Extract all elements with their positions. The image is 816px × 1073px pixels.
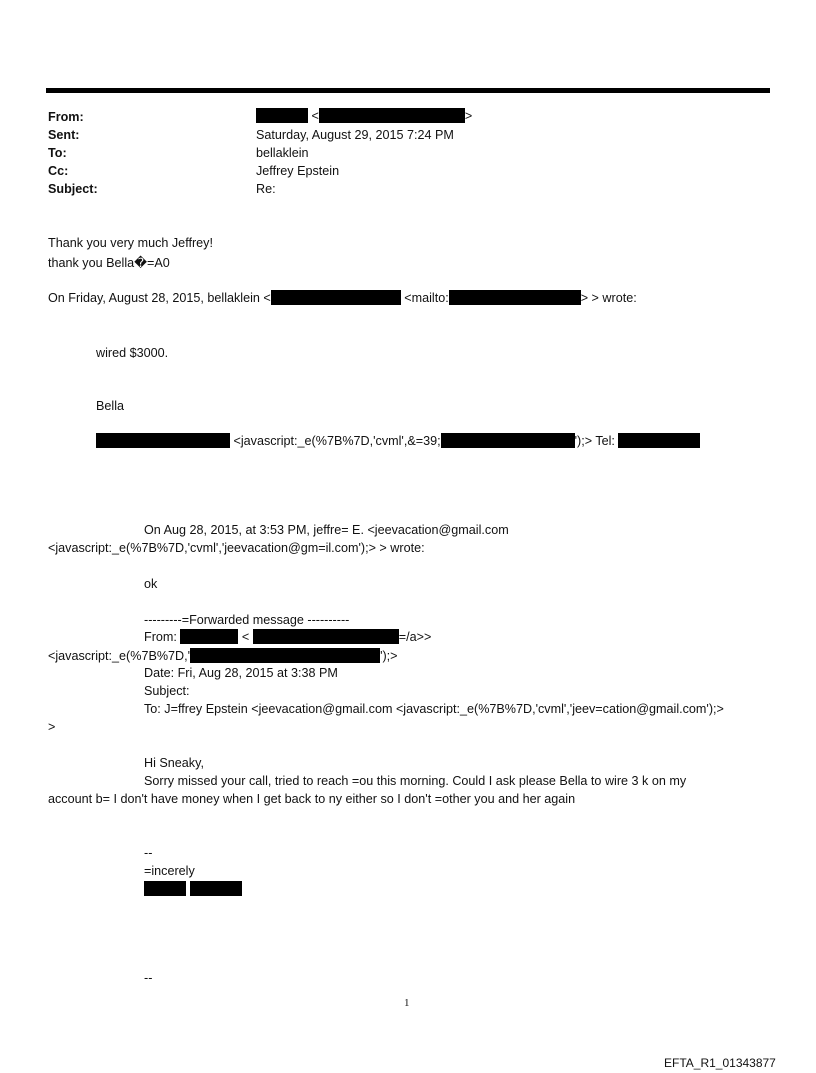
cc-label: Cc:	[48, 164, 69, 178]
javascript-tel-line: <javascript:_e(%7B%7D,'cvml',&=39; ');> Tel:	[96, 433, 700, 448]
redaction-block	[271, 290, 401, 305]
redaction-block	[190, 648, 380, 663]
on-friday-line: On Friday, August 28, 2015, bellaklein < <mailto: > > wrote:	[48, 291, 637, 305]
from-label: From:	[48, 110, 84, 124]
wired-line: wired $3000.	[96, 346, 169, 360]
on-aug-line-2: <javascript:_e(%7B%7D,'cvml','jeevacation@gm=il.com');> > wrote:	[48, 541, 425, 555]
signature-name-redacted	[144, 881, 242, 896]
end-dash: --	[144, 971, 153, 985]
signature-sincerely: =incerely	[144, 864, 195, 878]
header-rule	[46, 88, 770, 93]
from-value: < >	[256, 108, 472, 123]
subject-label: Subject:	[48, 182, 98, 196]
to-value: bellaklein	[256, 146, 309, 160]
cc-value: Jeffrey Epstein	[256, 164, 340, 178]
ok-line: ok	[144, 577, 158, 591]
sent-label: Sent:	[48, 128, 80, 142]
bella-signature: Bella	[96, 399, 125, 413]
redaction-block	[96, 433, 230, 448]
redaction-block	[190, 881, 242, 896]
fwd-date-line: Date: Fri, Aug 28, 2015 at 3:38 PM	[144, 666, 338, 680]
redaction-block	[253, 629, 399, 644]
signature-dash: --	[144, 846, 153, 860]
fwd-from-line: From: < =/a>>	[144, 630, 432, 644]
fwd-to-continuation: >	[48, 720, 56, 734]
redaction-block	[441, 433, 575, 448]
greeting-line: Hi Sneaky,	[144, 756, 204, 770]
message-line-2: account b= I don't have money when I get back to ny either so I don't =other you and her again	[48, 792, 576, 806]
redaction-block	[449, 290, 581, 305]
forwarded-header: ---------=Forwarded message ----------	[144, 613, 350, 627]
sent-value: Saturday, August 29, 2015 7:24 PM	[256, 128, 454, 142]
redaction-block	[618, 433, 700, 448]
message-line-1: Sorry missed your call, tried to reach =ou this morning. Could I ask please Bella to wire 3 k on my	[144, 774, 687, 788]
on-aug-line-1: On Aug 28, 2015, at 3:53 PM, jeffre= E. <jeevacation@gmail.com	[144, 523, 509, 537]
redaction-block	[144, 881, 186, 896]
fwd-javascript-line: <javascript:_e(%7B%7D,' ');>	[48, 649, 398, 663]
redaction-block	[256, 108, 308, 123]
subject-value: Re:	[256, 182, 276, 196]
fwd-subject-line: Subject:	[144, 684, 190, 698]
to-label: To:	[48, 146, 67, 160]
thanks-line-1: Thank you very much Jeffrey!	[48, 236, 213, 250]
redaction-block	[319, 108, 465, 123]
redaction-block	[180, 629, 238, 644]
page-number: 1	[404, 997, 410, 1009]
document-id-footer: EFTA_R1_01343877	[664, 1056, 776, 1070]
thanks-line-2: thank you Bella�=A0	[48, 256, 170, 270]
fwd-to-line: To: J=ffrey Epstein <jeevacation@gmail.com <javascript:_e(%7B%7D,'cvml','jeev=cation@gmail.com');>	[144, 702, 724, 716]
